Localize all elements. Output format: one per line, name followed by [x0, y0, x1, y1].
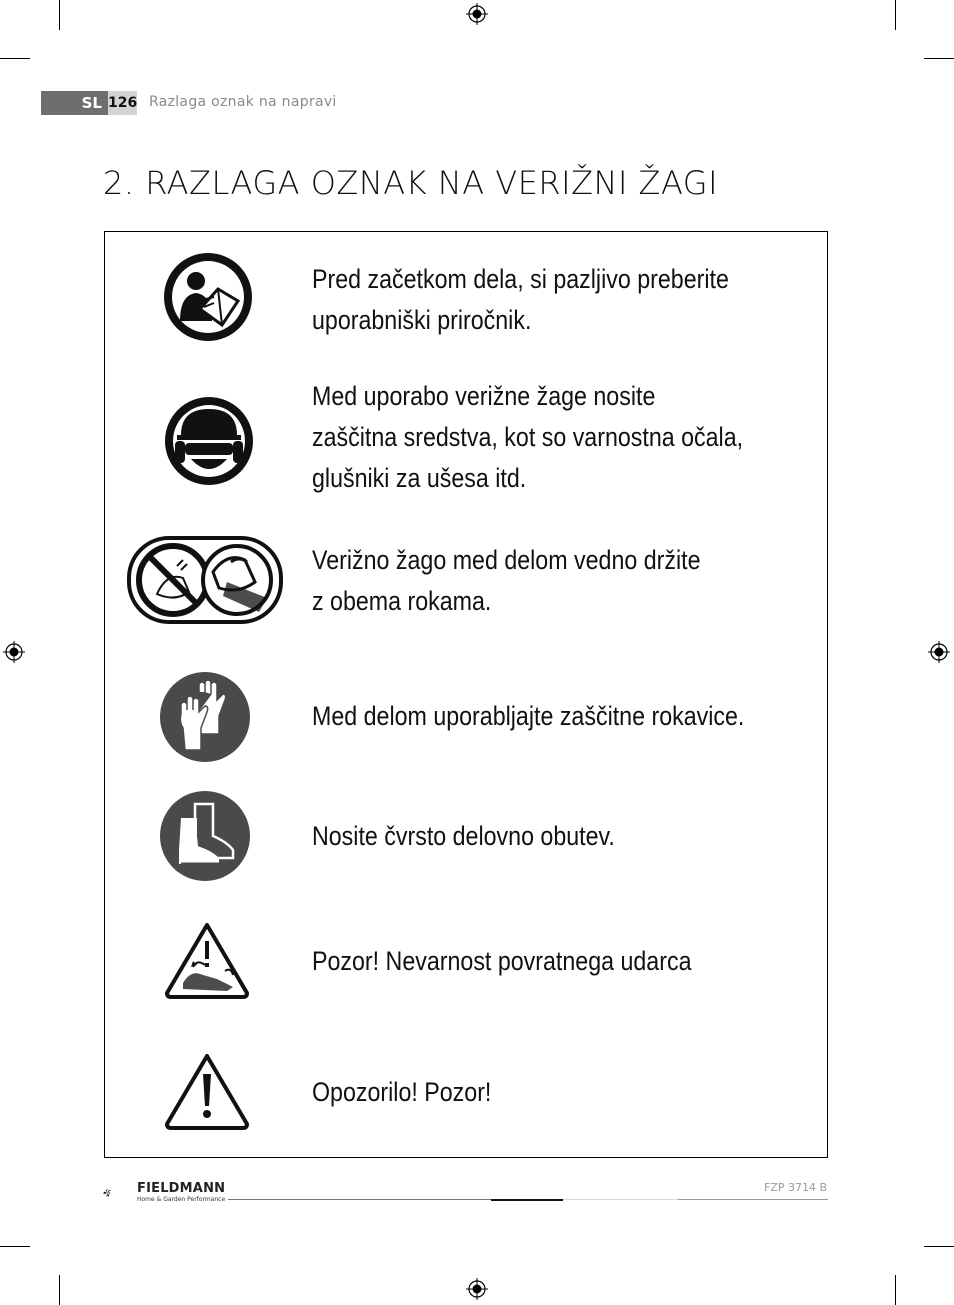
boots-icon [159, 790, 251, 882]
crop-mark [59, 1275, 60, 1305]
page-number: 126 [108, 91, 137, 115]
crop-mark [924, 1246, 954, 1247]
fieldmann-logo-icon [103, 1178, 137, 1208]
symbol-row [105, 232, 827, 362]
footer-divider [563, 1199, 678, 1200]
symbol-row [105, 662, 827, 772]
symbol-row [105, 1042, 827, 1152]
language-tab: SL [41, 91, 108, 115]
symbol-text: Opozorilo! Pozor! [312, 1077, 492, 1107]
crop-mark [0, 1246, 30, 1247]
symbol-text: Verižno žago med delom vedno držite z obema rokama. [312, 545, 701, 616]
crop-mark [895, 1275, 896, 1305]
crop-mark [59, 0, 60, 30]
brand-tagline: Home & Garden Performance [137, 1196, 226, 1203]
symbol-text: Pred začetkom dela, si pazljivo preberite uporabniški priročnik. [312, 264, 729, 335]
symbol-row [105, 782, 827, 892]
symbol-row [105, 372, 827, 512]
symbol-text: Nosite čvrsto delovno obutev. [312, 821, 615, 851]
registration-mark-icon [928, 641, 950, 663]
page-title: 2. RAZLAGA OZNAK NA VERIŽNI ŽAGI [103, 164, 719, 202]
brand-name: FIELDMANN [137, 1181, 226, 1196]
crop-mark [895, 0, 896, 30]
symbol-text: Med delom uporabljajte zaščitne rokavice. [312, 701, 745, 731]
crop-mark [924, 58, 954, 59]
symbols-table [104, 231, 828, 1158]
section-title: Razlaga oznak na napravi [149, 94, 337, 110]
protective-gear-icon [163, 395, 255, 487]
model-number: FZP 3714 B [763, 1181, 827, 1194]
registration-mark-icon [3, 641, 25, 663]
symbol-row [105, 522, 827, 642]
read-manual-icon [162, 251, 254, 343]
two-hands-icon [127, 532, 283, 628]
symbol-text: Med uporabo verižne žage nosite zaščitna sredstva, kot so varnostna očala, glušniki za ušesa itd. [312, 381, 744, 493]
symbol-text: Pozor! Nevarnost povratnega udarca [312, 946, 692, 976]
registration-mark-icon [466, 3, 488, 25]
kickback-warning-icon [163, 921, 251, 1001]
registration-mark-icon [466, 1278, 488, 1300]
footer-divider [228, 1199, 491, 1200]
symbol-row [105, 907, 827, 1027]
crop-mark [0, 58, 30, 59]
footer-divider [491, 1199, 563, 1201]
footer-divider [678, 1199, 828, 1200]
gloves-icon [159, 670, 251, 764]
warning-icon [163, 1052, 251, 1132]
